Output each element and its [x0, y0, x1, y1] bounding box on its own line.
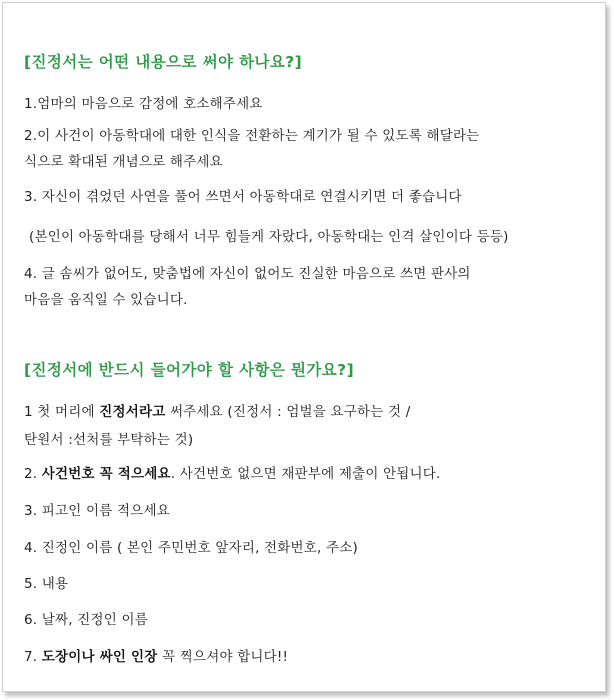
section2-item1-prefix: 1 첫 머리에 [24, 404, 100, 420]
section2-item2-suffix: . 사건번호 없으면 재판부에 제출이 안됩니다. [170, 466, 441, 482]
section2-item7-bold: 도장이나 싸인 인장 [41, 649, 158, 665]
section1-item2-line1: 2.이 사건이 아동학대에 대한 인식을 전환하는 계기가 될 수 있도록 해달라는 [24, 128, 480, 144]
section1-item2-line2: 식으로 확대된 개념으로 해주세요 [24, 154, 223, 170]
section2-item2-prefix: 2. [24, 466, 42, 482]
section2-item2 [24, 465, 441, 483]
document-card [2, 2, 606, 692]
section2-item1-suffix: 써주세요 (진정서 : 엄벌을 요구하는 것 / [165, 404, 411, 420]
section2-item7 [24, 648, 288, 666]
section1-heading: [진정서는 어떤 내용으로 써야 하나요?] [24, 53, 303, 71]
section1-item4-line2: 마음을 움직일 수 있습니다. [24, 292, 188, 308]
section2-item1 [24, 403, 410, 421]
section2-item2-bold: 사건번호 꼭 적으세요 [41, 466, 171, 482]
section2-item7-prefix: 7. [24, 649, 42, 665]
section2-item5: 5. 내용 [24, 576, 69, 592]
section1-item1: 1.엄마의 마음으로 감정에 호소해주세요 [24, 96, 263, 112]
section1-item4-line1: 4. 글 솜씨가 없어도, 맞춤법에 자신이 없어도 진실한 마음으로 쓰면 판사의 [24, 266, 471, 282]
section2-item1-line2: 탄원서 :선처를 부탁하는 것) [24, 432, 194, 448]
section2-heading: [진정서에 반드시 들어가야 할 사항은 뭔가요?] [24, 361, 355, 379]
section2-item7-suffix: 꼭 찍으셔야 합니다!! [157, 649, 289, 665]
section2-item1-bold: 진정서라고 [99, 404, 166, 420]
section2-item6: 6. 날짜, 진정인 이름 [24, 612, 148, 628]
section2-item4: 4. 진정인 이름 ( 본인 주민번호 앞자리, 전화번호, 주소) [24, 540, 358, 556]
section1-item3: 3. 자신이 겪었던 사연을 풀어 쓰면서 아동학대로 연결시키면 더 좋습니다 [24, 189, 462, 205]
section2-item3: 3. 피고인 이름 적으세요 [24, 503, 170, 519]
section1-item3-example: (본인이 아동학대를 당해서 너무 힘들게 자랐다, 아동학대는 인격 살인이다 등등) [29, 229, 509, 245]
